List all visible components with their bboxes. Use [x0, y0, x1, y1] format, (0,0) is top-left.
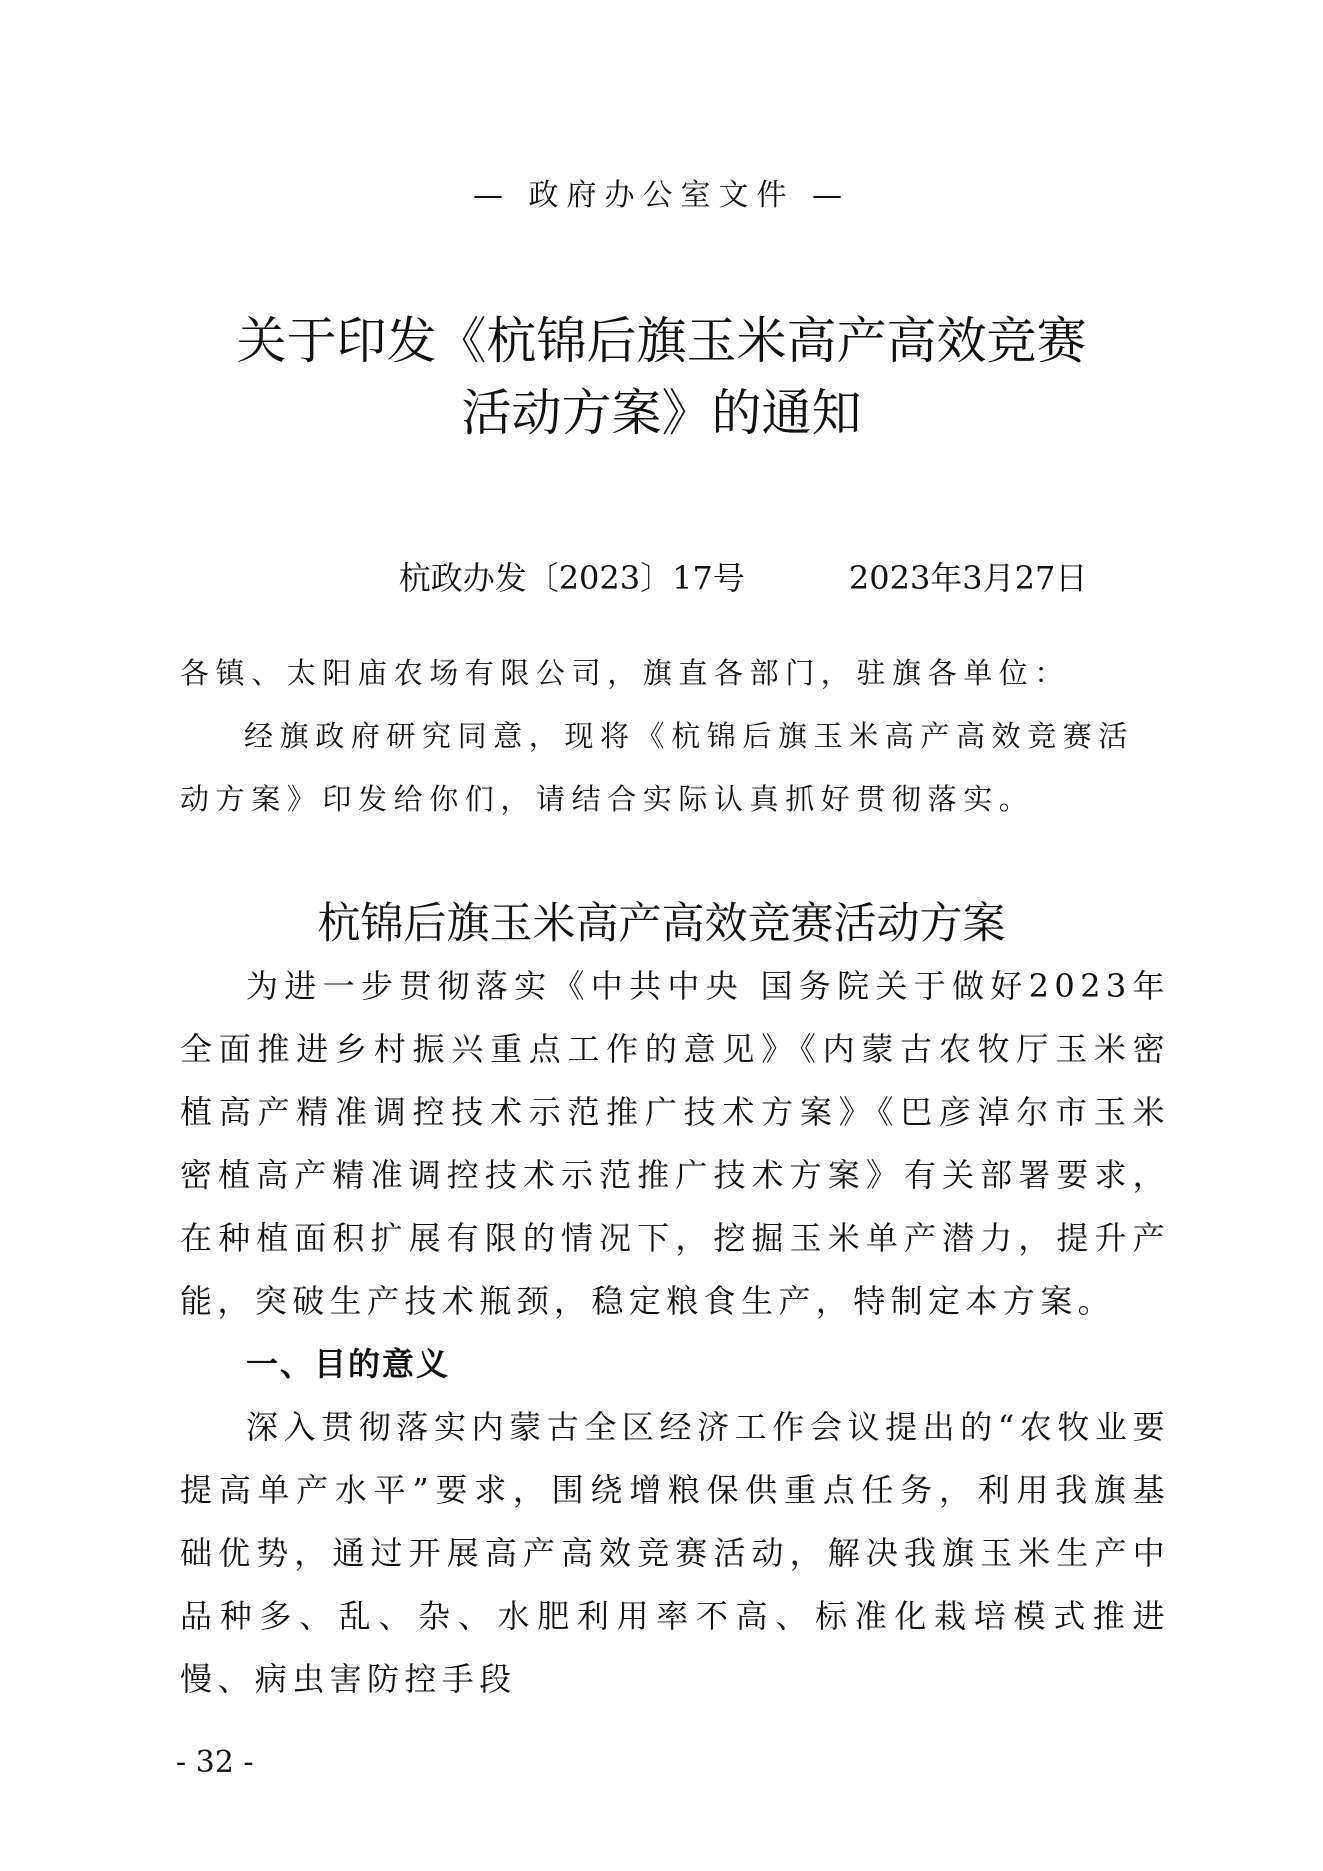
page-number: - 32 - — [176, 1745, 254, 1780]
intro-paragraph: 经旗政府研究同意，现将《杭锦后旗玉米高产高效竞赛活动方案》印发给你们，请结合实际认真抓好贯彻落实。 — [180, 719, 1135, 816]
document-meta — [358, 515, 1087, 637]
section-heading: 一、目的意义 — [246, 1345, 451, 1383]
document-number: 杭政办发〔2023〕17号 — [398, 559, 745, 597]
notice-title-line-1: 关于印发《杭锦后旗玉米高产高效竞赛 — [236, 312, 1087, 370]
document-header-tag: — 政府办公室文件 — — [472, 178, 851, 213]
section-paragraph: 深入贯彻落实内蒙古全区经济工作会议提出的“农牧业要提高单产水平”要求，围绕增粮保供重点任务，利用我旗基础优势，通过开展高产高效竞赛活动，解决我旗玉米生产中品种多、乱、杂、水肥利用率不高、标准化栽培模式推进慢、病虫害防控手段 — [180, 1408, 1170, 1698]
document-date: 2023年3月27日 — [848, 559, 1088, 597]
addressee-line: 各镇、太阳庙农场有限公司，旗直各部门，驻旗各单位： — [180, 656, 1071, 690]
plan-preamble-paragraph: 为进一步贯彻落实《中共中央 国务院关于做好2023年全面推进乡村振兴重点工作的意见》《内蒙古农牧厅玉米密植高产精准调控技术示范推广技术方案》《巴彦淖尔市玉米密植高产精准调控技术示范推广技术方案》有关部署要求，在种植面积扩展有限的情况下，挖掘玉米单产潜力，提升产能，突破生产技术瓶颈，稳定粮食生产，特制定本方案。 — [180, 967, 1170, 1320]
plan-body — [180, 955, 1170, 1711]
plan-title: 杭锦后旗玉米高产高效竞赛活动方案 — [317, 899, 1006, 949]
notice-title — [0, 305, 1323, 449]
notice-title-line-2: 活动方案》的通知 — [461, 384, 862, 442]
